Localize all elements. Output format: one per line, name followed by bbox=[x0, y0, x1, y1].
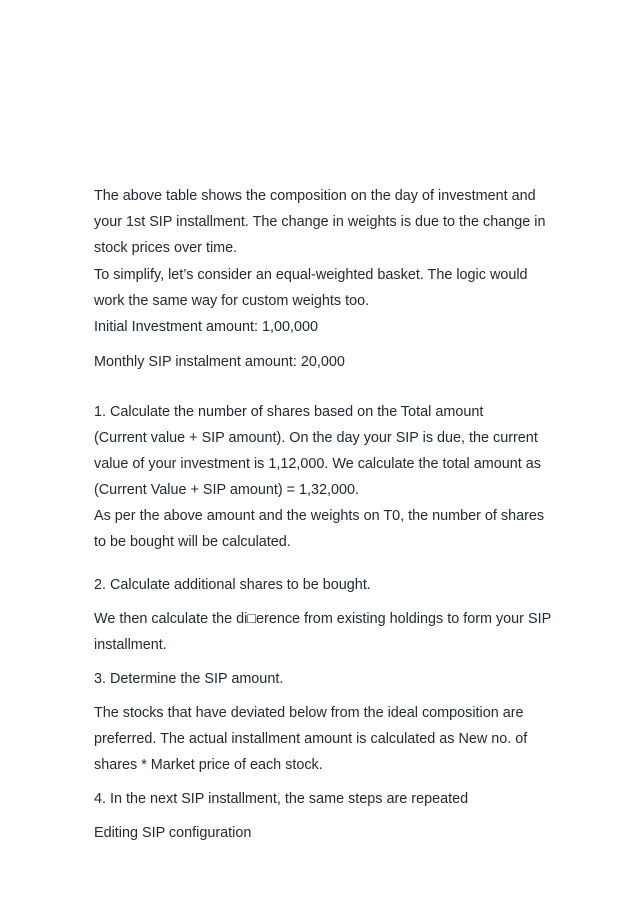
text-line: to be bought will be calculated. bbox=[94, 534, 291, 550]
text-line: preferred. The actual installment amount is calculated as New no. of bbox=[94, 731, 528, 747]
text-line: 1. Calculate the number of shares based on the Total amount bbox=[94, 404, 484, 420]
text-line: The above table shows the composition on the day of investment and bbox=[94, 188, 536, 204]
text-line: The stocks that have deviated below from the ideal composition are bbox=[94, 705, 524, 721]
text-line: stock prices over time. bbox=[94, 240, 238, 256]
text-line: As per the above amount and the weights on T0, the number of shares bbox=[94, 508, 545, 524]
text-line: Initial Investment amount: 1,00,000 bbox=[94, 319, 318, 335]
text-line: (Current Value + SIP amount) = 1,32,000. bbox=[94, 482, 360, 498]
text-line: (Current value + SIP amount). On the day your SIP is due, the current bbox=[94, 430, 538, 446]
text-line: 2. Calculate additional shares to be bought. bbox=[94, 577, 371, 593]
text-line: value of your investment is 1,12,000. We calculate the total amount as bbox=[94, 456, 541, 472]
text-line: 4. In the next SIP installment, the same steps are repeated bbox=[94, 791, 469, 807]
text-line: your 1st SIP installment. The change in weights is due to the change in bbox=[94, 214, 546, 230]
text-line: Monthly SIP instalment amount: 20,000 bbox=[94, 354, 345, 370]
text-line: We then calculate the di□erence from existing holdings to form your SIP bbox=[94, 611, 552, 627]
text-line: 3. Determine the SIP amount. bbox=[94, 671, 284, 687]
text-line: installment. bbox=[94, 637, 167, 653]
text-line: work the same way for custom weights too. bbox=[94, 293, 370, 309]
text-line: Editing SIP configuration bbox=[94, 825, 252, 841]
text-line: To simplify, let’s consider an equal-weighted basket. The logic would bbox=[94, 267, 528, 283]
text-line: shares * Market price of each stock. bbox=[94, 757, 323, 773]
